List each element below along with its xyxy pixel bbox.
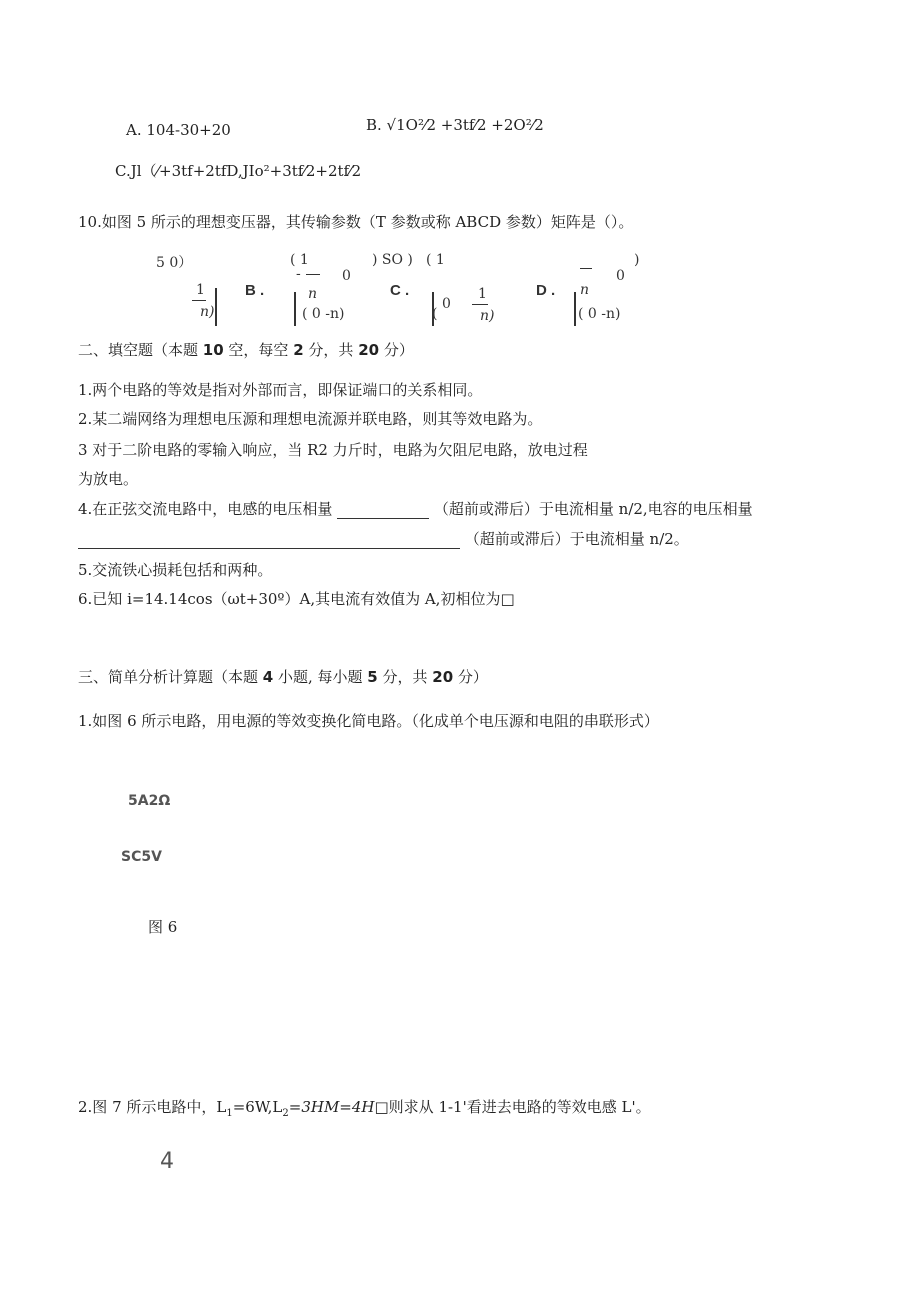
heading-number: 10 (202, 341, 224, 359)
matrix-b-bottom: ( 0 -n) (302, 306, 345, 322)
matrix-option-c (422, 248, 522, 330)
matrix-d-zero: 0 (616, 268, 625, 284)
bracket-bar (215, 288, 217, 326)
item4-text: 4.在正弦交流电路中，电感的电压相量 (78, 500, 333, 518)
heading-number: 5 (367, 668, 378, 686)
item4-text: （超前或滞后）于电流相量 n/2。 (464, 530, 689, 548)
fraction-bar (306, 274, 320, 275)
fill-item-4 (78, 499, 753, 519)
matrix-a-top: 5 0） (156, 255, 193, 271)
fill-item-3: 3 对于二阶电路的零输入响应，当 R2 力斤时，电路为欠阻尼电路，放电过程 (78, 441, 588, 459)
fraction-bar (192, 300, 206, 301)
answer-blank[interactable] (337, 502, 429, 519)
fig7-label-4: 4 (160, 1149, 174, 1174)
section3-question-1: 1.如图 6 所示电路，用电源的等效变换化简电路。（化成单个电压源和电阻的串联形式） (78, 712, 659, 730)
q2-subscript: 2 (282, 1108, 289, 1119)
fill-item-3-continued: 为放电。 (78, 470, 139, 488)
fill-item-5: 5.交流铁心损耗包括和两种。 (78, 561, 273, 579)
answer-blank[interactable] (78, 532, 460, 549)
heading-text: 小题, 每小题 (273, 668, 368, 686)
heading-number: 20 (432, 668, 454, 686)
matrix-a-one: 1 (196, 282, 205, 298)
fill-item-6: 6.已知 i=14.14cos（ωt+30º）A,其电流有效值为 A,初相位为□ (78, 590, 515, 608)
matrix-c-n: n) (480, 308, 495, 324)
q2-italic-text: =3HM=4H (288, 1098, 375, 1116)
matrix-d-label: D . (536, 282, 556, 299)
matrix-b-zero: 0 (342, 268, 351, 284)
matrix-c-label: C . (390, 282, 410, 299)
heading-number: 20 (358, 341, 380, 359)
section3-question-2 (78, 1097, 651, 1124)
heading-number: 4 (262, 668, 274, 686)
bracket-bar (574, 292, 576, 326)
matrix-c-one: 1 (478, 286, 487, 302)
matrix-c-paren2: ( (432, 306, 438, 322)
q10-matrix-options (150, 248, 650, 330)
matrix-d-bottom: ( 0 -n) (578, 306, 621, 322)
heading-text: 三、简单分析计算题（本题 (78, 668, 263, 686)
matrix-option-a (150, 248, 250, 330)
heading-text: 分） (453, 668, 488, 686)
matrix-so: ) SO ) (372, 252, 413, 268)
matrix-d-n: n (580, 282, 590, 298)
fill-item-2: 2.某二端网络为理想电压源和理想电流源并联电路，则其等效电路为。 (78, 410, 543, 428)
fig6-label-5a2ohm: 5A2Ω (128, 793, 171, 809)
q10-question: 10.如图 5 所示的理想变压器，其传输参数（T 参数或称 ABCD 参数）矩阵是（）。 (78, 213, 634, 231)
fill-item-1: 1.两个电路的等效是指对外部而言，即保证端口的关系相同。 (78, 381, 483, 399)
matrix-b-paren: ( 1 (290, 252, 309, 268)
matrix-c-paren: ( 1 (426, 252, 445, 268)
q2-subscript: 1 (226, 1108, 233, 1119)
heading-number: 2 (293, 341, 304, 359)
fraction-bar (580, 268, 592, 269)
heading-text: 空，每空 (223, 341, 294, 359)
heading-text: 分，共 (303, 341, 359, 359)
matrix-b-minus: - (296, 266, 301, 282)
matrix-option-d (570, 248, 650, 330)
q9-option-b: B. √1O²⁄2 +3tf⁄2 +2O²⁄2 (366, 116, 544, 134)
bracket-bar (294, 292, 296, 326)
item4-text: （超前或滞后）于电流相量 n/2,电容的电压相量 (433, 500, 753, 518)
heading-text: 分） (379, 341, 414, 359)
fraction-bar (472, 304, 488, 305)
matrix-d-close: ) (634, 252, 640, 268)
matrix-c-zero: 0 (442, 296, 451, 312)
fig6-label-sc5v: SC5V (121, 849, 162, 865)
q9-option-a: A. 104-30+20 (126, 121, 231, 139)
q2-text: □则求从 1-1'看进去电路的等效电感 L'。 (374, 1098, 651, 1116)
matrix-a-n: n) (200, 304, 215, 320)
section2-heading (78, 340, 414, 360)
matrix-b-label: B . (245, 282, 265, 299)
q2-text: 2.图 7 所示电路中，L (78, 1098, 227, 1116)
fill-item-4-continued (78, 529, 689, 549)
section3-heading (78, 667, 488, 687)
fig6-caption: 图 6 (148, 918, 178, 936)
q9-option-c-d: C.Jl（⁄+3tf+2tfD,JIo²+3tf⁄2+2tf⁄2 (115, 162, 362, 180)
heading-text: 分，共 (377, 668, 433, 686)
q2-text: =6W,L (232, 1098, 283, 1116)
matrix-b-n: n (308, 286, 318, 302)
heading-text: 二、填空题（本题 (78, 341, 203, 359)
